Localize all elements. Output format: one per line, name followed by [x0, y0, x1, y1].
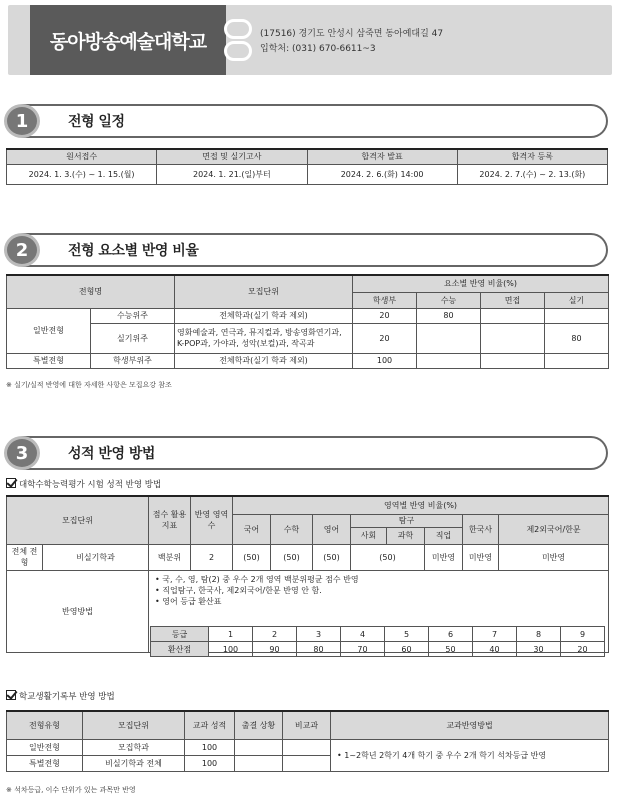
header-cell: 영어	[313, 514, 351, 544]
table-cell	[545, 308, 609, 323]
english-grade-table	[150, 626, 605, 657]
table-cell: 모집학과	[83, 739, 185, 755]
table-cell: 특별전형	[7, 353, 91, 368]
header-cell: 국어	[233, 514, 271, 544]
section-title: 성적 반영 방법	[68, 446, 155, 462]
section-number: 3	[4, 436, 40, 470]
table-cell: 2024. 1. 3.(수) ~ 1. 15.(월)	[7, 164, 157, 184]
table-cell: (50)	[351, 544, 425, 570]
grade-cell: 5	[385, 627, 429, 642]
header-cell: 출결 상황	[235, 711, 283, 739]
table-cell: 전체학과(실기 학과 제외)	[175, 308, 353, 323]
table-cell	[417, 353, 481, 368]
table-cell: 전체 전형	[7, 544, 43, 570]
score-cell: 30	[517, 642, 561, 657]
table-cell: 100	[353, 353, 417, 368]
section-title: 전형 일정	[68, 114, 125, 130]
header-cell: 합격자 등록	[457, 149, 607, 164]
table-cell: 2	[191, 544, 233, 570]
header-cell: 교과반영방법	[331, 711, 609, 739]
table-cell: 20	[353, 323, 417, 353]
section-3-heading	[4, 436, 608, 470]
table-cell	[235, 739, 283, 755]
table-cell: (50)	[271, 544, 313, 570]
table-cell: 2024. 1. 21.(일)부터	[157, 164, 307, 184]
header-cell: 교과 성적	[185, 711, 235, 739]
checkbox-icon	[6, 690, 16, 700]
grade-cell: 2	[253, 627, 297, 642]
table-cell: 비실기학과 전체	[83, 755, 185, 771]
header-cell: 과학	[387, 527, 425, 544]
header-cell: 요소별 반영 비율(%)	[353, 275, 609, 292]
score-cell: 40	[473, 642, 517, 657]
score-cell: 100	[209, 642, 253, 657]
score-cell: 80	[297, 642, 341, 657]
table-cell	[235, 755, 283, 771]
header-cell: 모집단위	[175, 275, 353, 308]
checkbox-icon	[6, 478, 16, 488]
score-cell: 50	[429, 642, 473, 657]
table-cell	[545, 353, 609, 368]
table-cell: 반영방법	[7, 570, 149, 652]
table-cell: 전체학과(실기 학과 제외)	[175, 353, 353, 368]
score-cell: 60	[385, 642, 429, 657]
csat-subtitle: 대학수학능력평가 시험 성적 반영 방법	[6, 478, 161, 490]
grade-cell: 6	[429, 627, 473, 642]
score-cell: 90	[253, 642, 297, 657]
header-cell: 수학	[271, 514, 313, 544]
header-cell: 비교과	[283, 711, 331, 739]
table-cell: 백분위	[149, 544, 191, 570]
table-cell: 일반전형	[7, 308, 91, 353]
header-cell: 탐구	[351, 514, 463, 527]
table-cell: 미반영	[425, 544, 463, 570]
table-cell	[283, 739, 331, 755]
record-subtitle: 학교생활기록부 반영 방법	[6, 690, 115, 702]
ratio-note: ※ 실기/실적 반영에 대한 자세한 사항은 모집요강 참조	[6, 381, 172, 389]
header-cell: 모집단위	[7, 496, 149, 544]
ratio-table	[6, 274, 609, 369]
address-text: (17516) 경기도 안성시 삼죽면 동아예대길 47	[260, 29, 444, 39]
header-cell: 한국사	[463, 514, 499, 544]
table-cell: 80	[417, 308, 481, 323]
header-cell: 제2외국어/한문	[499, 514, 609, 544]
table-cell: 학생부위주	[91, 353, 175, 368]
table-cell: 2024. 2. 7.(수) ~ 2. 13.(화)	[457, 164, 607, 184]
header-cell: 면접	[481, 292, 545, 308]
clip-decoration	[224, 19, 252, 39]
record-note: ※ 석차등급, 이수 단위가 있는 과목만 반영	[6, 786, 136, 794]
phone-text: 입학처: (031) 670-6611~3	[260, 44, 376, 54]
record-table	[6, 710, 609, 772]
section-number: 1	[4, 104, 40, 138]
header-cell: 수능	[417, 292, 481, 308]
table-cell: 80	[545, 323, 609, 353]
table-cell	[283, 755, 331, 771]
schedule-table	[6, 148, 608, 185]
table-cell: 2024. 2. 6.(화) 14:00	[307, 164, 457, 184]
list-item: • 국, 수, 영, 탐(2) 중 우수 2개 영역 백분위평균 점수 반영	[155, 574, 602, 585]
table-cell: 실기위주	[91, 323, 175, 353]
table-cell: 100	[185, 739, 235, 755]
header-cell: 합격자 발표	[307, 149, 457, 164]
score-cell: 20	[561, 642, 605, 657]
grade-cell: 1	[209, 627, 253, 642]
table-cell: 미반영	[499, 544, 609, 570]
table-cell	[417, 323, 481, 353]
section-title: 전형 요소별 반영 비율	[68, 243, 199, 259]
table-cell: 일반전형	[7, 739, 83, 755]
table-cell: 특별전형	[7, 755, 83, 771]
table-cell: (50)	[313, 544, 351, 570]
header-cell: 사회	[351, 527, 387, 544]
header-cell: 등급	[151, 627, 209, 642]
table-cell: (50)	[233, 544, 271, 570]
list-item: • 직업탐구, 한국사, 제2외국어/한문 반영 안 함.	[155, 585, 602, 596]
table-cell: 영화예술과, 연극과, 뮤지컬과, 방송영화연기과, K-POP과, 가야과, 성악(보컬)과, 작곡과	[175, 323, 353, 353]
table-cell	[481, 308, 545, 323]
header-cell: 원서접수	[7, 149, 157, 164]
table-cell	[481, 323, 545, 353]
header-cell: 학생부	[353, 292, 417, 308]
grade-cell: 8	[517, 627, 561, 642]
header-cell: 면접 및 실기고사	[157, 149, 307, 164]
table-cell: • 1~2학년 2학기 4개 학기 중 우수 2개 학기 석차등급 반영	[331, 739, 609, 771]
header-cell: 전형유형	[7, 711, 83, 739]
header-cell: 실기	[545, 292, 609, 308]
list-item: • 영어 등급 환산표	[155, 596, 602, 607]
grade-cell: 4	[341, 627, 385, 642]
section-1-heading	[4, 104, 608, 138]
header-banner	[8, 5, 612, 75]
table-cell: 미반영	[463, 544, 499, 570]
table-cell: 비실기학과	[43, 544, 149, 570]
grade-cell: 9	[561, 627, 605, 642]
score-cell: 70	[341, 642, 385, 657]
table-cell: 100	[185, 755, 235, 771]
header-cell: 영역별 반영 비율(%)	[233, 496, 609, 514]
section-2-heading	[4, 233, 608, 267]
header-cell: 전형명	[7, 275, 175, 308]
header-cell: 반영 영역수	[191, 496, 233, 544]
header-cell: 직업	[425, 527, 463, 544]
grade-cell: 7	[473, 627, 517, 642]
grade-cell: 3	[297, 627, 341, 642]
header-cell: 모집단위	[83, 711, 185, 739]
method-list	[155, 574, 602, 607]
header-contact	[260, 27, 443, 57]
clip-decoration	[224, 41, 252, 61]
table-cell: 20	[353, 308, 417, 323]
table-cell	[481, 353, 545, 368]
section-number: 2	[4, 233, 40, 267]
school-name: 동아방송예술대학교	[30, 5, 226, 75]
table-cell: 수능위주	[91, 308, 175, 323]
header-cell: 점수 활용 지표	[149, 496, 191, 544]
header-cell: 환산점	[151, 642, 209, 657]
